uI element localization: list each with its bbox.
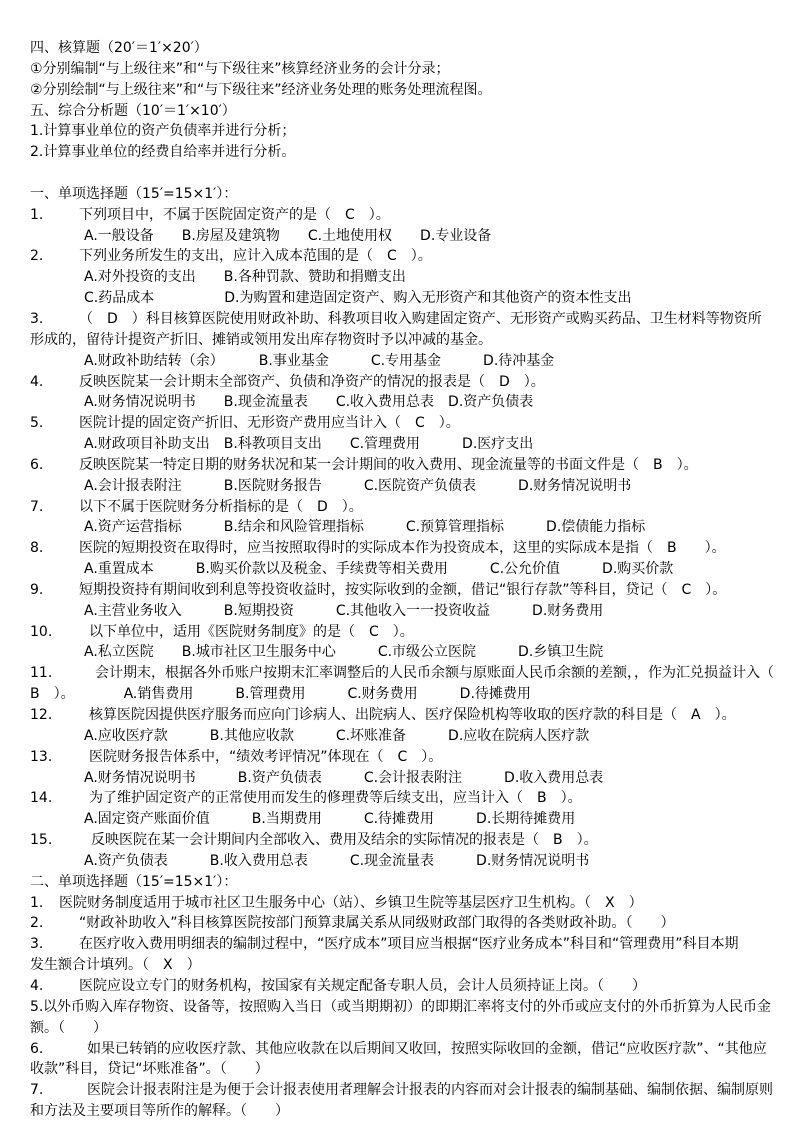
line-text: A.财务情况说明书 B.资产负债表 C.会计报表附注 D.收入费用总表 <box>84 769 604 786</box>
question-line <box>30 788 766 809</box>
question-line <box>30 580 766 601</box>
line-text: （ D ）科目核算医院使用财政补助、科教项目收入购建固定资产、无形资产或购买药品、卫生材料等物资所 <box>79 310 762 327</box>
line-text: A.固定资产账面价值 B.当期费用 C.待摊费用 D.长期待摊费用 <box>84 811 576 828</box>
question-line <box>30 413 766 434</box>
line-text: 额。（ ） <box>30 1019 107 1036</box>
text-line <box>30 38 766 59</box>
line-text: 医院会计报表附注是为便于会计报表使用者理解会计报表的内容而对会计报表的编制基础、编制依据、编制原则 <box>87 1082 773 1099</box>
question-line <box>30 205 766 226</box>
question-line <box>30 997 771 1018</box>
line-text: 医院的短期投资在取得时，应当按照取得时的实际成本作为投资成本，这里的实际成本是指（ B ）。 <box>79 540 726 557</box>
question-line <box>30 1039 766 1060</box>
question-number: 4. <box>30 373 44 390</box>
question-line <box>30 913 766 934</box>
question-line <box>30 309 766 330</box>
text-line <box>30 163 766 184</box>
question-line <box>30 372 766 393</box>
line-text: 以下不属于医院财务分析指标的是（ D ）。 <box>79 498 363 515</box>
text-line <box>30 121 766 142</box>
text-line <box>30 1018 766 1039</box>
line-text: 以外币购入库存物资、设备等，按照购入当日（或当期期初）的即期汇率将支付的外币或应支付的外币折算为人民币金 <box>43 998 771 1015</box>
line-text: 会计期末，根据各外币账户按期末汇率调整后的人民币余额与原账面人民币余额的差额，，作为汇兑损益计入（ <box>95 665 774 682</box>
text-line <box>30 101 766 122</box>
question-number: 3. <box>30 936 44 953</box>
line-text: 以下单位中，适用《医院财务制度》的是（ C ）。 <box>89 623 414 640</box>
line-text: A.资产负债表 B.收入费用总表 C.现金流量表 D.财务情况说明书 <box>84 852 590 869</box>
line-text: A.会计报表附注 B.医院财务报告 C.医院资产负债表 D.财务情况说明书 <box>84 477 632 494</box>
question-number: 12. <box>30 707 53 723</box>
question-line <box>30 455 766 476</box>
question-line <box>30 976 766 997</box>
line-text: 1.计算事业单位的资产负债率并进行分析； <box>30 123 296 140</box>
question-number: 11. <box>30 665 53 682</box>
line-text: 四、核算题（20′＝1′×20′） <box>30 40 208 56</box>
question-number: 3. <box>30 310 44 327</box>
text-line <box>30 872 766 893</box>
line-text: 2.计算事业单位的经费自给率并进行分析。 <box>30 144 296 161</box>
line-text: 医院财务制度适用于城市社区卫生服务中心（站）、乡镇卫生院等基层医疗卫生机构。（ X ） <box>59 894 643 911</box>
line-text: 收款”科目，贷记“坏账准备”。（ ） <box>30 1061 269 1078</box>
line-text: 二、单项选择题（15′=15×1′）： <box>30 873 238 890</box>
line-text: A.资产运营指标 B.结余和风险管理指标 C.预算管理指标 D.偿债能力指标 <box>84 519 646 536</box>
question-line <box>30 1080 773 1101</box>
text-line <box>30 288 766 309</box>
question-number: 5. <box>30 415 44 432</box>
text-line <box>30 684 766 705</box>
line-text: 发生额合计填列。（ X ） <box>30 957 201 974</box>
text-line <box>30 267 766 288</box>
line-text: ①分别编制“与上级往来”和“与下级往来”核算经济业务的会计分录； <box>30 60 450 77</box>
line-text: 一、单项选择题（15′=15×1′）： <box>30 185 238 202</box>
text-line <box>30 80 766 101</box>
line-text: 形成的，留待计提资产折旧、摊销或领用发出库存物资时予以冲减的基金。 <box>30 331 492 348</box>
question-number: 7. <box>30 1082 44 1099</box>
line-text: C.药品成本 D.为购置和建造固定资产、购入无形资产和其他资产的资本性支出 <box>84 290 632 307</box>
line-text: 医院财务报告体系中，“绩效考评情况”体现在（ C ）。 <box>89 748 443 765</box>
text-line <box>30 642 766 663</box>
question-line <box>30 705 766 726</box>
line-text: 下列项目中，不属于医院固定资产的是（ C ）。 <box>79 206 390 223</box>
text-line <box>30 768 766 789</box>
question-number: 4. <box>30 977 44 994</box>
question-line <box>30 893 766 914</box>
question-number: 6. <box>30 1040 44 1057</box>
question-number: 9. <box>30 581 44 598</box>
question-number: 1. <box>30 894 44 911</box>
line-text: A.主营业务收入 B.短期投资 C.其他收入一一投资收益 D.财务费用 <box>84 602 604 619</box>
line-text: 为了维护固定资产的正常使用而发生的修理费等后续支出，应当计入（ B ）。 <box>89 790 582 807</box>
question-line <box>30 830 766 851</box>
line-text: ②分别绘制“与上级往来”和“与下级往来”经济业务处理的账务处理流程图。 <box>30 81 492 98</box>
text-line <box>30 809 766 830</box>
question-line <box>30 747 766 768</box>
question-line <box>30 497 766 518</box>
line-text: 短期投资持有期间收到利息等投资收益时，按实际收到的金额，借记“银行存款”等科目，贷记（ C ）。 <box>79 581 727 598</box>
line-text: A.财政补助结转（余） B.事业基金 C.专用基金 D.待冲基金 <box>84 352 555 369</box>
question-number: 10. <box>30 623 53 640</box>
text-line <box>30 434 766 455</box>
text-line <box>30 1059 766 1080</box>
line-text: A.重置成本 B.购买价款以及税金、手续费等相关费用 C.公允价值 D.购买价款 <box>84 561 674 578</box>
question-line <box>30 934 766 955</box>
line-text: A.应收医疗款 B.其他应收款 C.坏账准备 D.应收在院病人医疗款 <box>84 727 590 744</box>
text-line <box>30 1101 766 1122</box>
line-text: 在医疗收入费用明细表的编制过程中，“医疗成本”项目应当根据“医疗业务成本”科目和“管理费用”科目本期 <box>79 936 739 953</box>
question-number: 7. <box>30 498 44 515</box>
question-number: 13. <box>30 748 53 765</box>
text-line <box>30 559 766 580</box>
line-text: “财政补助收入”科目核算医院按部门预算隶属关系从同级财政部门取得的各类财政补助。（ ） <box>79 915 675 932</box>
line-text: 反映医院在某一会计期间内全部收入、费用及结余的实际情况的报表是（ B ）。 <box>91 832 598 849</box>
line-text: A.财务情况说明书 B.现金流量表 C.收入费用总表 D.资产负债表 <box>84 394 534 411</box>
line-text: 核算医院因提供医疗服务而应向门诊病人、出院病人、医疗保险机构等收取的医疗款的科目是（ A ）。 <box>89 707 736 723</box>
text-line <box>30 184 766 205</box>
line-text: A.财政项目补助支出 B.科教项目支出 C.管理费用 D.医疗支出 <box>84 436 534 453</box>
exam-document <box>30 38 774 1122</box>
text-line <box>30 142 766 163</box>
text-line <box>30 955 766 976</box>
question-line <box>30 246 766 267</box>
question-number: 15. <box>30 832 53 849</box>
question-number: 6. <box>30 456 44 473</box>
text-line <box>30 226 766 247</box>
text-line <box>30 351 766 372</box>
question-number: 2. <box>30 248 44 265</box>
question-line <box>30 663 774 684</box>
line-text: 五、综合分析题（10′＝1′×10′） <box>30 102 236 119</box>
line-text: 医院计提的固定资产折旧、无形资产费用应当计入（ C ）。 <box>79 415 460 432</box>
text-line <box>30 330 766 351</box>
text-line <box>30 726 766 747</box>
text-line <box>30 601 766 622</box>
question-number: 14. <box>30 790 53 807</box>
line-text: A.对外投资的支出 B.各种罚款、赞助和捐赠支出 <box>84 269 406 286</box>
line-text: 反映医院某一特定日期的财务状况和某一会计期间的收入费用、现金流量等的书面文件是（ B ）。 <box>79 456 698 473</box>
question-number: 2. <box>30 915 44 932</box>
text-line <box>30 476 766 497</box>
line-text: 反映医院某一会计期末全部资产、负债和净资产的情况的报表是（ D ）。 <box>79 373 545 390</box>
text-line <box>30 59 766 80</box>
question-number: 1. <box>30 206 44 223</box>
line-text: A.私立医院 B.城市社区卫生服务中心 C.市级公立医院 D.乡镇卫生院 <box>84 644 604 661</box>
question-line <box>30 622 766 643</box>
line-text: 和方法及主要项目等所作的解释。（ ） <box>30 1103 289 1120</box>
text-line <box>30 392 766 413</box>
line-text: 下列业务所发生的支出，应计入成本范围的是（ C ）。 <box>79 248 432 265</box>
line-text: B ）。 A.销售费用 B.管理费用 C.财务费用 D.待摊费用 <box>30 686 531 703</box>
text-line <box>30 517 766 538</box>
question-number: 5. <box>30 998 44 1015</box>
line-text: A.一般设备 B.房屋及建筑物 C.土地使用权 D.专业设备 <box>84 227 492 244</box>
line-text: 医院应设立专门的财务机构，按国家有关规定配备专职人员，会计人员须持证上岗。（ ） <box>79 977 646 994</box>
question-line <box>30 538 766 559</box>
line-text: 如果已转销的应收医疗款、其他应收款在以后期间又收回，按照实际收回的金额，借记“应收医疗款”、“其他应 <box>87 1040 767 1057</box>
question-number: 8. <box>30 540 44 557</box>
text-line <box>30 851 766 872</box>
